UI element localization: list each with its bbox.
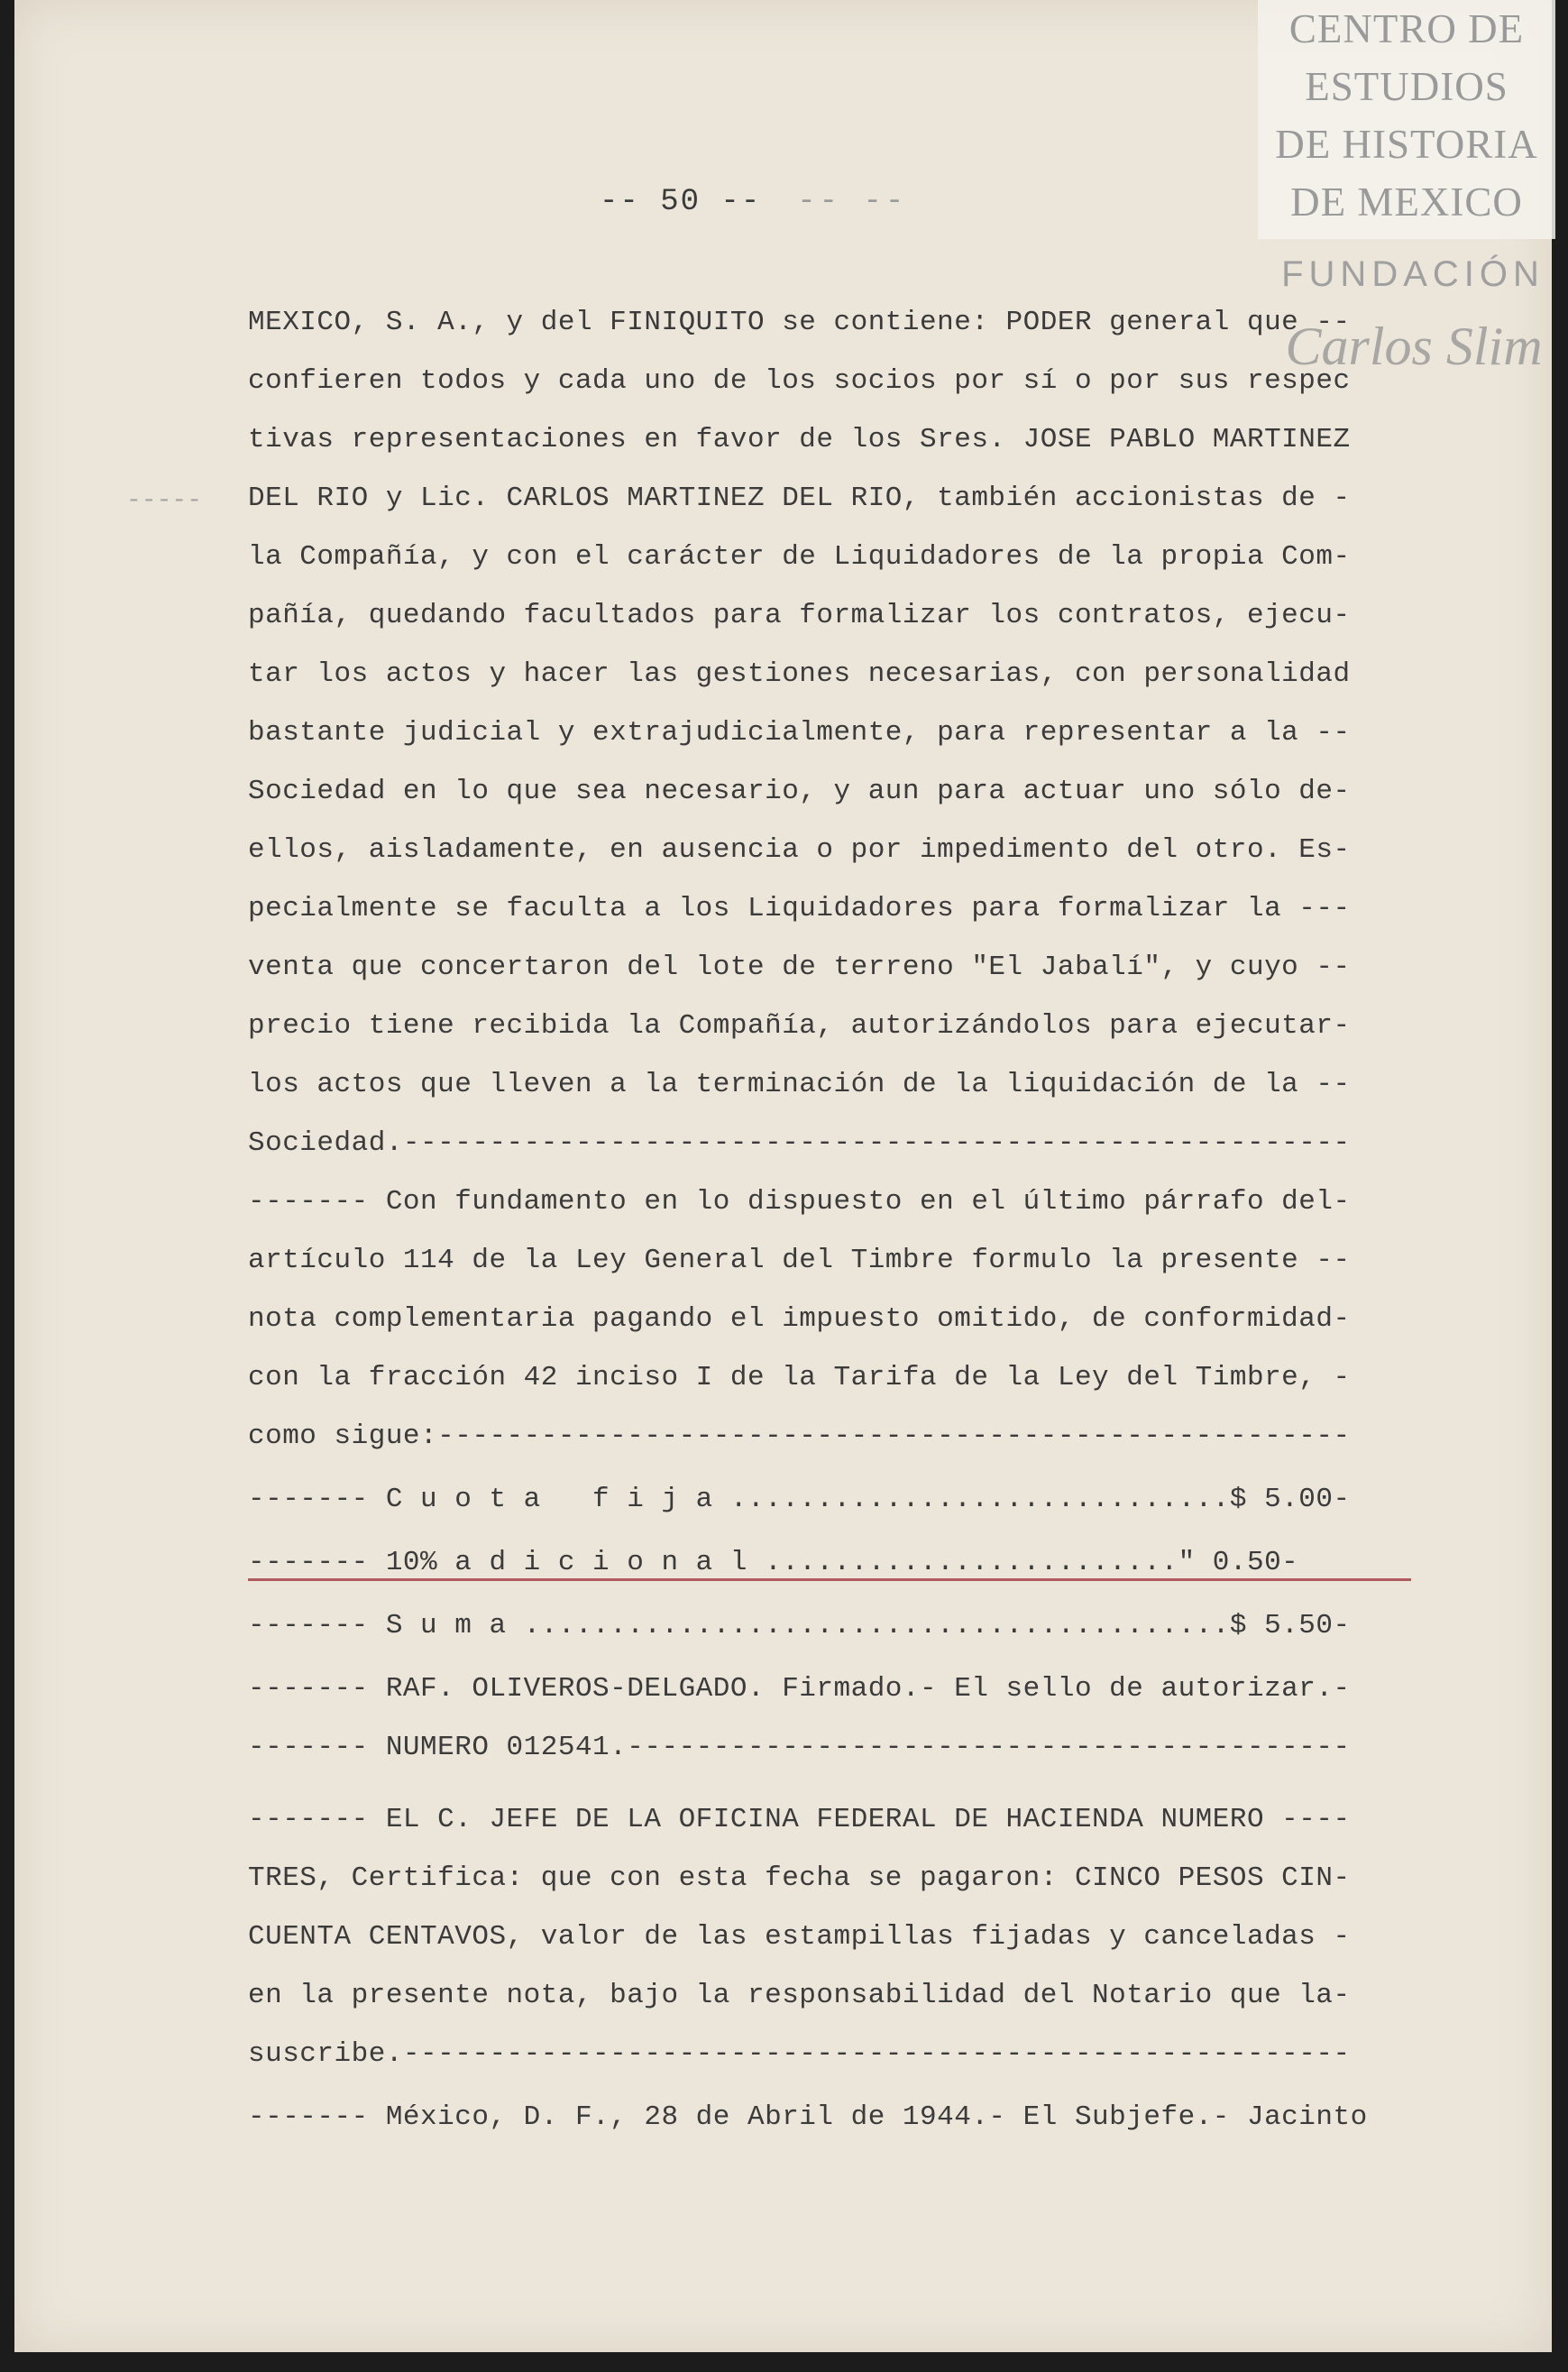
- page-number-ghost: -- --: [797, 185, 908, 219]
- text-line: confieren todos y cada uno de los socios por sí o por sus respec: [248, 365, 1351, 397]
- watermark-line: DE MEXICO: [1290, 179, 1523, 225]
- text-line: en la presente nota, bajo la responsabilidad del Notario que la-: [248, 1980, 1351, 2011]
- text-line: ellos, aisladamente, en ausencia o por impedimento del otro. Es-: [248, 834, 1351, 866]
- text-line: ------- EL C. JEFE DE LA OFICINA FEDERAL DE HACIENDA NUMERO ----: [248, 1804, 1351, 1835]
- watermark-line: DE HISTORIA: [1275, 122, 1538, 167]
- text-line: los actos que lleven a la terminación de la liquidación de la --: [248, 1069, 1351, 1100]
- text-line: con la fracción 42 inciso I de la Tarifa de la Ley del Timbre, -: [248, 1362, 1351, 1393]
- fee-line-suma: ------- S u m a .........................................$ 5.50-: [248, 1610, 1351, 1641]
- text-line: como sigue:-----------------------------------------------------: [248, 1420, 1351, 1452]
- fee-line-adicional: ------- 10% a d i c i o n a l ........................" 0.50-: [248, 1547, 1411, 1581]
- text-line: suscribe.-------------------------------------------------------: [248, 2038, 1351, 2070]
- watermark-foundation: FUNDACIÓN: [1281, 254, 1545, 294]
- margin-mark: -----: [126, 487, 203, 515]
- text-line: pañía, quedando facultados para formalizar los contratos, ejecu-: [248, 600, 1351, 631]
- text-line: Sociedad en lo que sea necesario, y aun para actuar uno sólo de-: [248, 776, 1351, 807]
- page-number: [600, 185, 907, 219]
- text-line: DEL RIO y Lic. CARLOS MARTINEZ DEL RIO, también accionistas de -: [248, 483, 1351, 514]
- text-line: ------- RAF. OLIVEROS-DELGADO. Firmado.- El sello de autorizar.-: [248, 1673, 1351, 1705]
- text-line: precio tiene recibida la Compañía, autorizándolos para ejecutar-: [248, 1010, 1351, 1042]
- text-line: Sociedad.-------------------------------------------------------: [248, 1127, 1351, 1159]
- text-line: tar los actos y hacer las gestiones necesarias, con personalidad: [248, 658, 1351, 690]
- text-line: ------- Con fundamento en lo dispuesto en el último párrafo del-: [248, 1186, 1351, 1218]
- text-line: ------- NUMERO 012541.------------------------------------------: [248, 1732, 1351, 1763]
- text-line: artículo 114 de la Ley General del Timbre formulo la presente --: [248, 1245, 1351, 1276]
- page-number-text: -- 50 --: [600, 185, 762, 219]
- text-line: pecialmente se faculta a los Liquidadores para formalizar la ---: [248, 893, 1351, 924]
- text-line: nota complementaria pagando el impuesto omitido, de conformidad-: [248, 1303, 1351, 1335]
- text-line: CUENTA CENTAVOS, valor de las estampillas fijadas y canceladas -: [248, 1921, 1351, 1953]
- fee-line-cuota: ------- C u o t a f i j a .............................$ 5.00-: [248, 1484, 1351, 1515]
- text-line: TRES, Certifica: que con esta fecha se pagaron: CINCO PESOS CIN-: [248, 1862, 1351, 1894]
- text-line: tivas representaciones en favor de los Sres. JOSE PABLO MARTINEZ: [248, 424, 1351, 455]
- text-line: venta que concertaron del lote de terreno "El Jabalí", y cuyo --: [248, 952, 1351, 983]
- text-line: MEXICO, S. A., y del FINIQUITO se contiene: PODER general que --: [248, 307, 1351, 338]
- watermark-signature: Carlos Slim: [1285, 317, 1543, 376]
- watermark-line: ESTUDIOS: [1305, 64, 1508, 109]
- watermark-line: CENTRO DE: [1288, 6, 1525, 51]
- text-line: la Compañía, y con el carácter de Liquidadores de la propia Com-: [248, 541, 1351, 573]
- text-line: bastante judicial y extrajudicialmente, para representar a la --: [248, 717, 1351, 749]
- archive-watermark: [1258, 0, 1555, 239]
- text-line: ------- México, D. F., 28 de Abril de 1944.- El Subjefe.- Jacinto: [248, 2101, 1368, 2133]
